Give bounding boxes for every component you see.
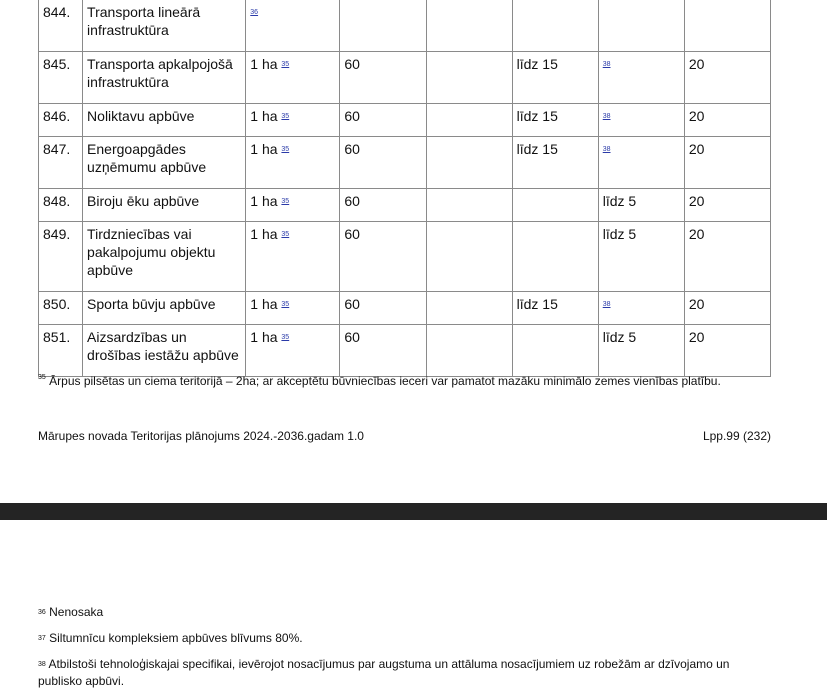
row-number xyxy=(39,104,83,137)
footnote-ref xyxy=(250,9,258,16)
floors-cell xyxy=(598,189,684,222)
footnote-link[interactable]: 36 xyxy=(250,9,259,16)
value-cell-text: 20 xyxy=(688,141,705,157)
min-area-cell xyxy=(246,52,340,104)
value-cell-text: 60 xyxy=(344,193,360,209)
floors-cell xyxy=(598,52,684,104)
footnote-ref xyxy=(603,113,611,120)
value-cell xyxy=(340,292,426,325)
value-cell xyxy=(684,137,770,189)
footnote-36 xyxy=(38,604,758,621)
row-number-text: 846. xyxy=(43,108,71,124)
footnote-35 xyxy=(38,374,721,388)
row-number-text: 844. xyxy=(43,4,71,20)
floors-cell xyxy=(598,325,684,377)
land-use-name xyxy=(83,222,246,292)
value-cell xyxy=(426,52,512,104)
value-cell-text: 20 xyxy=(688,296,705,312)
floors-cell xyxy=(598,222,684,292)
footnote-text: Siltumnīcu kompleksiem apbūves blīvums 80%. xyxy=(49,631,303,645)
min-area-cell-text: 1 ha xyxy=(250,296,278,312)
land-use-name-text: Noliktavu apbūve xyxy=(87,108,195,124)
floors-cell xyxy=(598,137,684,189)
table-row xyxy=(39,325,771,377)
height-cell xyxy=(512,189,598,222)
zoning-table-body xyxy=(39,0,771,377)
table-row xyxy=(39,222,771,292)
land-use-name-text: Transporta apkalpojošā infrastruktūra xyxy=(87,56,233,90)
row-number-text: 847. xyxy=(43,141,71,157)
footnote-mark: 36 xyxy=(38,609,46,616)
footnote-ref xyxy=(603,61,611,68)
row-number-text: 848. xyxy=(43,193,71,209)
value-cell xyxy=(426,137,512,189)
row-number xyxy=(39,325,83,377)
value-cell xyxy=(684,222,770,292)
value-cell xyxy=(426,0,512,52)
footer-document-title: Mārupes novada Teritorijas plānojums 2024.-2036.gadam 1.0 xyxy=(38,429,364,443)
min-area-cell xyxy=(246,104,340,137)
min-area-cell-text: 1 ha xyxy=(250,329,278,345)
value-cell xyxy=(684,0,770,52)
min-area-cell xyxy=(246,222,340,292)
row-number xyxy=(39,189,83,222)
min-area-cell-text: 1 ha xyxy=(250,56,278,72)
value-cell xyxy=(684,104,770,137)
table-row xyxy=(39,0,771,52)
floors-cell xyxy=(598,292,684,325)
value-cell xyxy=(684,189,770,222)
value-cell xyxy=(340,325,426,377)
value-cell xyxy=(340,222,426,292)
floors-cell-text: līdz 5 xyxy=(602,193,637,209)
footnote-link[interactable]: 35 xyxy=(281,334,290,341)
row-number xyxy=(39,52,83,104)
footnote-text: Ārpus pilsētas un ciema teritorijā – 2ha; ar akceptētu būvniecības ieceri var pamatot mazāku minimālo zemes vienības platību. xyxy=(49,374,721,388)
land-use-name-text: Biroju ēku apbūve xyxy=(87,193,200,209)
height-cell xyxy=(512,0,598,52)
value-cell-text: 60 xyxy=(344,329,360,345)
row-number-text: 849. xyxy=(43,226,71,242)
min-area-cell-text: 1 ha xyxy=(250,193,278,209)
value-cell-text: 20 xyxy=(688,226,705,242)
min-area-cell xyxy=(246,325,340,377)
min-area-cell xyxy=(246,292,340,325)
height-cell xyxy=(512,137,598,189)
table-row xyxy=(39,137,771,189)
height-cell xyxy=(512,292,598,325)
value-cell xyxy=(340,104,426,137)
min-area-cell-text: 1 ha xyxy=(250,108,278,124)
value-cell xyxy=(340,52,426,104)
value-cell xyxy=(684,292,770,325)
footnote-ref xyxy=(281,198,289,205)
row-number-text: 850. xyxy=(43,296,71,312)
value-cell xyxy=(426,292,512,325)
zoning-table xyxy=(38,0,771,377)
footnote-37 xyxy=(38,630,758,647)
value-cell-text: 20 xyxy=(688,329,705,345)
row-number-text: 845. xyxy=(43,56,71,72)
value-cell-text: 60 xyxy=(344,296,360,312)
footnote-text: Atbilstoši tehnoloģiskajai specifikai, ievērojot nosacījumus par augstuma un attāluma nosacījumiem uz robežām ar dzīvojamo un publisko apbūvi. xyxy=(38,657,730,688)
min-area-cell xyxy=(246,137,340,189)
footnote-link[interactable]: 35 xyxy=(281,301,290,308)
min-area-cell xyxy=(246,189,340,222)
row-number xyxy=(39,0,83,52)
value-cell-text: 60 xyxy=(344,141,360,157)
floors-cell xyxy=(598,104,684,137)
land-use-name-text: Tirdzniecības vai pakalpojumu objektu apbūve xyxy=(87,226,216,278)
value-cell xyxy=(426,189,512,222)
footnote-ref xyxy=(281,334,289,341)
row-number xyxy=(39,222,83,292)
row-number xyxy=(39,137,83,189)
land-use-name-text: Sporta būvju apbūve xyxy=(87,296,216,312)
value-cell-text: 60 xyxy=(344,108,360,124)
footnote-mark: 35 xyxy=(38,374,46,381)
footnote-ref xyxy=(281,113,289,120)
land-use-name xyxy=(83,137,246,189)
footnote-ref xyxy=(281,146,289,153)
height-cell xyxy=(512,52,598,104)
page-break-divider xyxy=(0,503,827,520)
height-cell-text: līdz 15 xyxy=(516,56,558,72)
footnote-ref xyxy=(281,301,289,308)
value-cell xyxy=(426,222,512,292)
land-use-name xyxy=(83,0,246,52)
min-area-cell xyxy=(246,0,340,52)
row-number-text: 851. xyxy=(43,329,71,345)
footnote-link[interactable]: 38 xyxy=(602,146,611,153)
footnotes-section xyxy=(38,604,758,699)
land-use-name xyxy=(83,325,246,377)
footnote-mark: 38 xyxy=(38,661,46,668)
footer-page-number: Lpp.99 (232) xyxy=(702,429,771,443)
land-use-name xyxy=(83,292,246,325)
value-cell xyxy=(340,137,426,189)
table-row xyxy=(39,292,771,325)
value-cell xyxy=(684,325,770,377)
land-use-name xyxy=(83,189,246,222)
row-number xyxy=(39,292,83,325)
value-cell-text: 20 xyxy=(688,108,705,124)
footnote-ref xyxy=(603,301,611,308)
footnote-ref xyxy=(281,231,289,238)
table-row xyxy=(39,52,771,104)
footnote-link[interactable]: 35 xyxy=(281,146,290,153)
land-use-name-text: Transporta lineārā infrastruktūra xyxy=(87,4,201,38)
floors-cell xyxy=(598,0,684,52)
value-cell-text: 60 xyxy=(344,226,360,242)
height-cell xyxy=(512,104,598,137)
height-cell-text: līdz 15 xyxy=(516,141,558,157)
footnote-link[interactable]: 35 xyxy=(281,113,290,120)
floors-cell-text: līdz 5 xyxy=(602,329,637,345)
footnote-38 xyxy=(38,656,758,690)
value-cell xyxy=(340,189,426,222)
footnote-link[interactable]: 35 xyxy=(281,231,290,238)
footnote-mark: 37 xyxy=(38,635,46,642)
footnote-link[interactable]: 38 xyxy=(602,301,611,308)
value-cell-text: 20 xyxy=(688,56,705,72)
footnote-ref xyxy=(603,146,611,153)
value-cell-text: 20 xyxy=(688,193,705,209)
footnote-ref xyxy=(281,61,289,68)
land-use-name xyxy=(83,104,246,137)
value-cell xyxy=(426,325,512,377)
footnote-text: Nenosaka xyxy=(49,605,104,619)
value-cell xyxy=(340,0,426,52)
height-cell xyxy=(512,325,598,377)
min-area-cell-text: 1 ha xyxy=(250,141,278,157)
land-use-name-text: Energoapgādes uzņēmumu apbūve xyxy=(87,141,207,175)
table-row xyxy=(39,104,771,137)
land-use-name-text: Aizsardzības un drošības iestāžu apbūve xyxy=(87,329,239,363)
table-row xyxy=(39,189,771,222)
footnote-link[interactable]: 38 xyxy=(602,61,611,68)
min-area-cell-text: 1 ha xyxy=(250,226,278,242)
land-use-name xyxy=(83,52,246,104)
footnote-link[interactable]: 35 xyxy=(281,61,290,68)
footnote-link[interactable]: 38 xyxy=(602,113,611,120)
value-cell-text: 60 xyxy=(344,56,360,72)
height-cell-text: līdz 15 xyxy=(516,296,558,312)
value-cell xyxy=(684,52,770,104)
value-cell xyxy=(426,104,512,137)
height-cell-text: līdz 15 xyxy=(516,108,558,124)
height-cell xyxy=(512,222,598,292)
floors-cell-text: līdz 5 xyxy=(602,226,637,242)
footnote-link[interactable]: 35 xyxy=(281,198,290,205)
